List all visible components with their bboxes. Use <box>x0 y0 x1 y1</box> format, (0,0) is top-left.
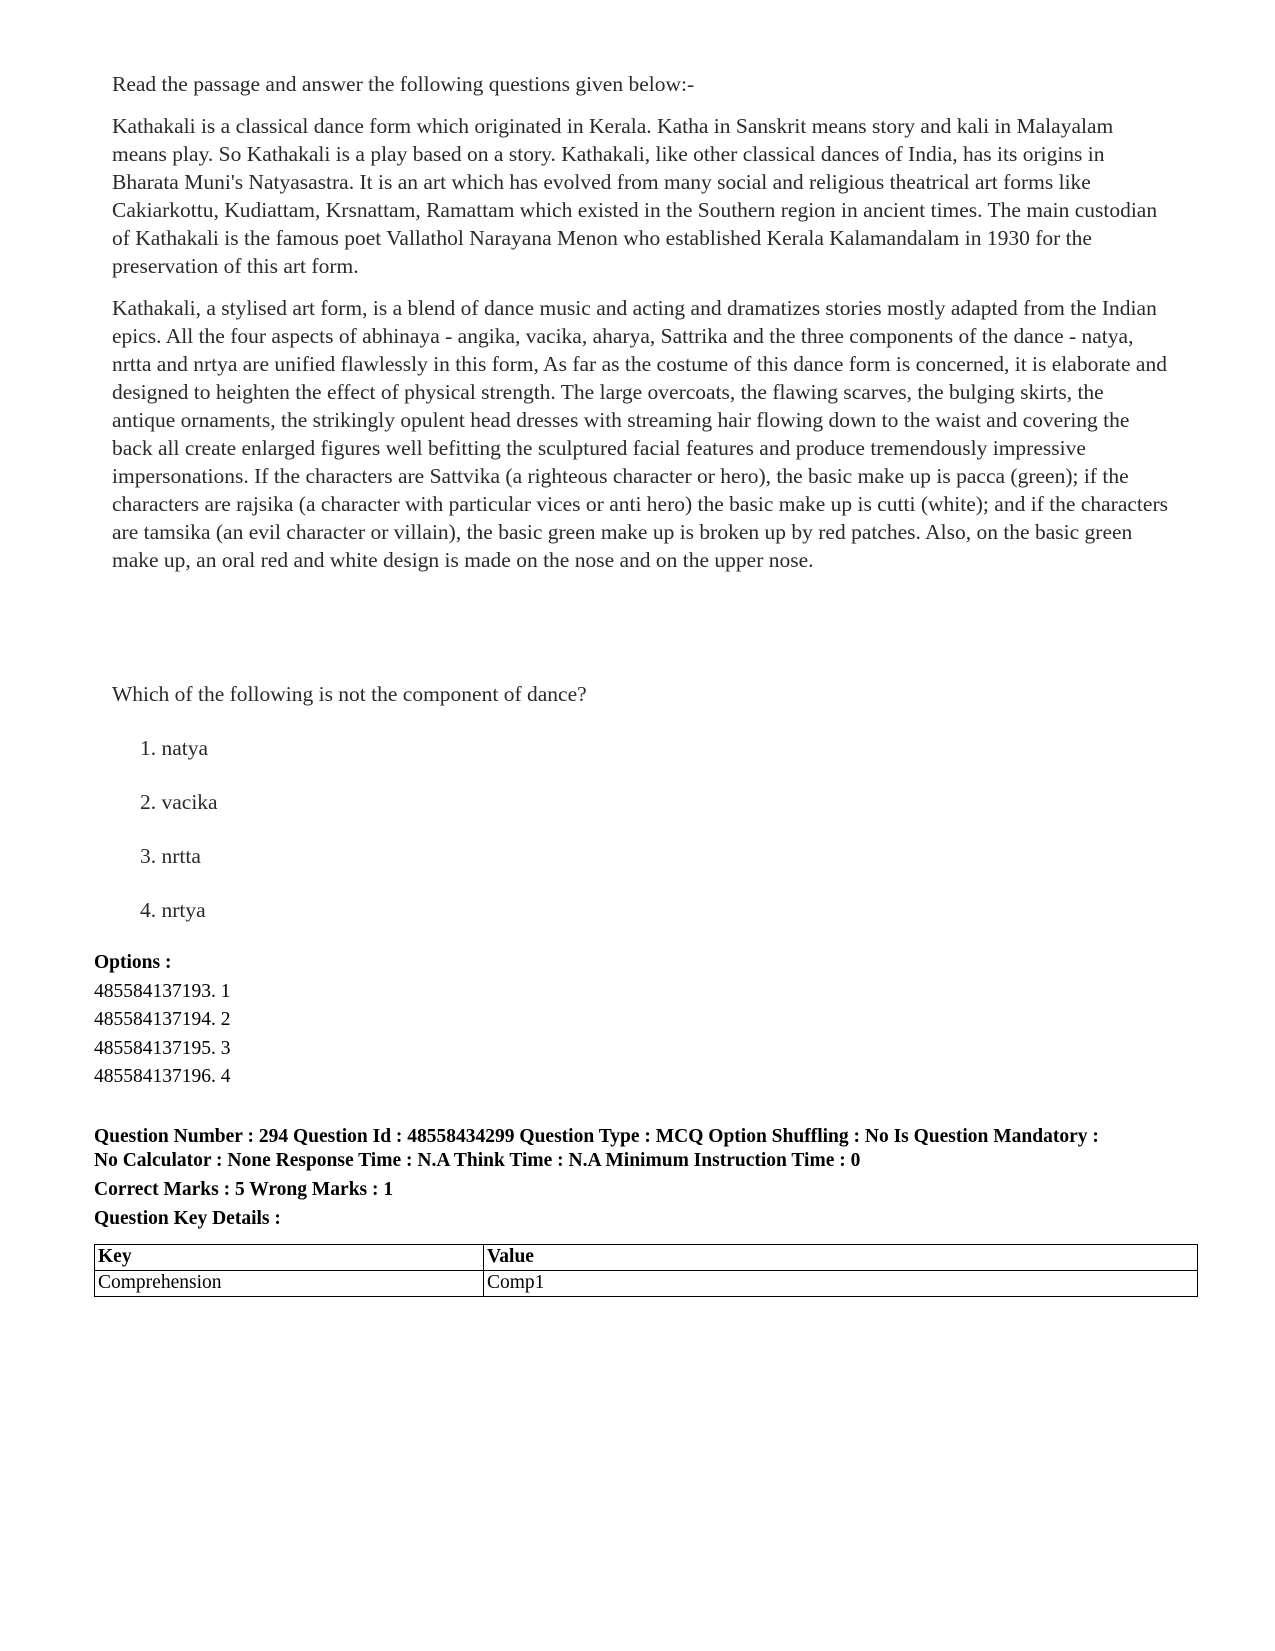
question-text: Which of the following is not the component of dance? <box>112 682 587 706</box>
table-header-row <box>95 1245 1198 1271</box>
passage-paragraph-2: Kathakali, a stylised art form, is a blend of dance music and acting and dramatizes stories mostly adapted from the Indian epics. All the four aspects of abhinaya - angika, vacika, aharya, Sattrika and the three components of the dance - natya, nrtta and nrtya are unified flawlessly in this form, As far as the costume of this dance form is concerned, it is elaborate and designed to heighten the effect of physical strength. The large overcoats, the flawing scarves, the bulging skirts, the antique ornaments, the strikingly opulent head dresses with streaming hair flowing down to the waist and covering the back all create enlarged figures well befitting the sculptured facial features and produce tremendously impressive impersonations. If the characters are Sattvika (a righteous character or hero), the basic make up is pacca (green); if the characters are rajsika (a character with particular vices or anti hero) the basic make up is cutti (white); and if the characters are tamsika (an evil character or villain), the basic green make up is broken up by red patches. Also, on the basic green make up, an oral red and white design is made on the nose and on the upper nose. <box>112 296 1168 572</box>
table-row <box>95 1271 1198 1297</box>
passage-paragraph-1: Kathakali is a classical dance form which originated in Kerala. Katha in Sanskrit means story and kali in Malayalam means play. So Kathakali is a play based on a story. Kathakali, like other classical dances of India, has its origins in Bharata Muni's Natyasastra. It is an art which has evolved from many social and religious theatrical art forms like Cakiarkottu, Kudiattam, Krsnattam, Ramattam which existed in the Southern region in ancient times. The main custodian of Kathakali is the famous poet Vallathol Narayana Menon who established Kerala Kalamandalam in 1930 for the preservation of this art form. <box>112 114 1158 278</box>
option-item: 485584137194. 2 <box>94 1009 231 1030</box>
choice-item: 4. nrtya <box>140 898 206 922</box>
choice-item: 1. natya <box>140 736 209 760</box>
column-header-key: Key <box>95 1245 484 1271</box>
option-item: 485584137196. 4 <box>94 1066 231 1087</box>
options-section <box>94 949 231 1092</box>
key-details-heading: Question Key Details : <box>94 1208 281 1229</box>
table-cell-value: Comp1 <box>484 1271 1198 1297</box>
question-meta <box>94 1125 1194 1231</box>
column-header-value: Value <box>484 1245 1198 1271</box>
passage-image <box>112 70 1172 588</box>
meta-line-1: Question Number : 294 Question Id : 48558434299 Question Type : MCQ Option Shuffling : No Is Question Mandatory : <box>94 1126 1099 1147</box>
question-choices <box>140 734 218 950</box>
marks-line: Correct Marks : 5 Wrong Marks : 1 <box>94 1179 394 1200</box>
option-item: 485584137195. 3 <box>94 1037 231 1059</box>
meta-line-2: No Calculator : None Response Time : N.A Think Time : N.A Minimum Instruction Time : 0 <box>94 1150 861 1171</box>
passage-instruction: Read the passage and answer the following questions given below:- <box>112 72 695 96</box>
key-details-table <box>94 1244 1198 1297</box>
option-item: 485584137193. 1 <box>94 980 231 1002</box>
table-cell-key: Comprehension <box>95 1271 484 1297</box>
choice-item: 2. vacika <box>140 790 218 814</box>
options-heading: Options : <box>94 952 172 973</box>
choice-item: 3. nrtta <box>140 844 201 868</box>
